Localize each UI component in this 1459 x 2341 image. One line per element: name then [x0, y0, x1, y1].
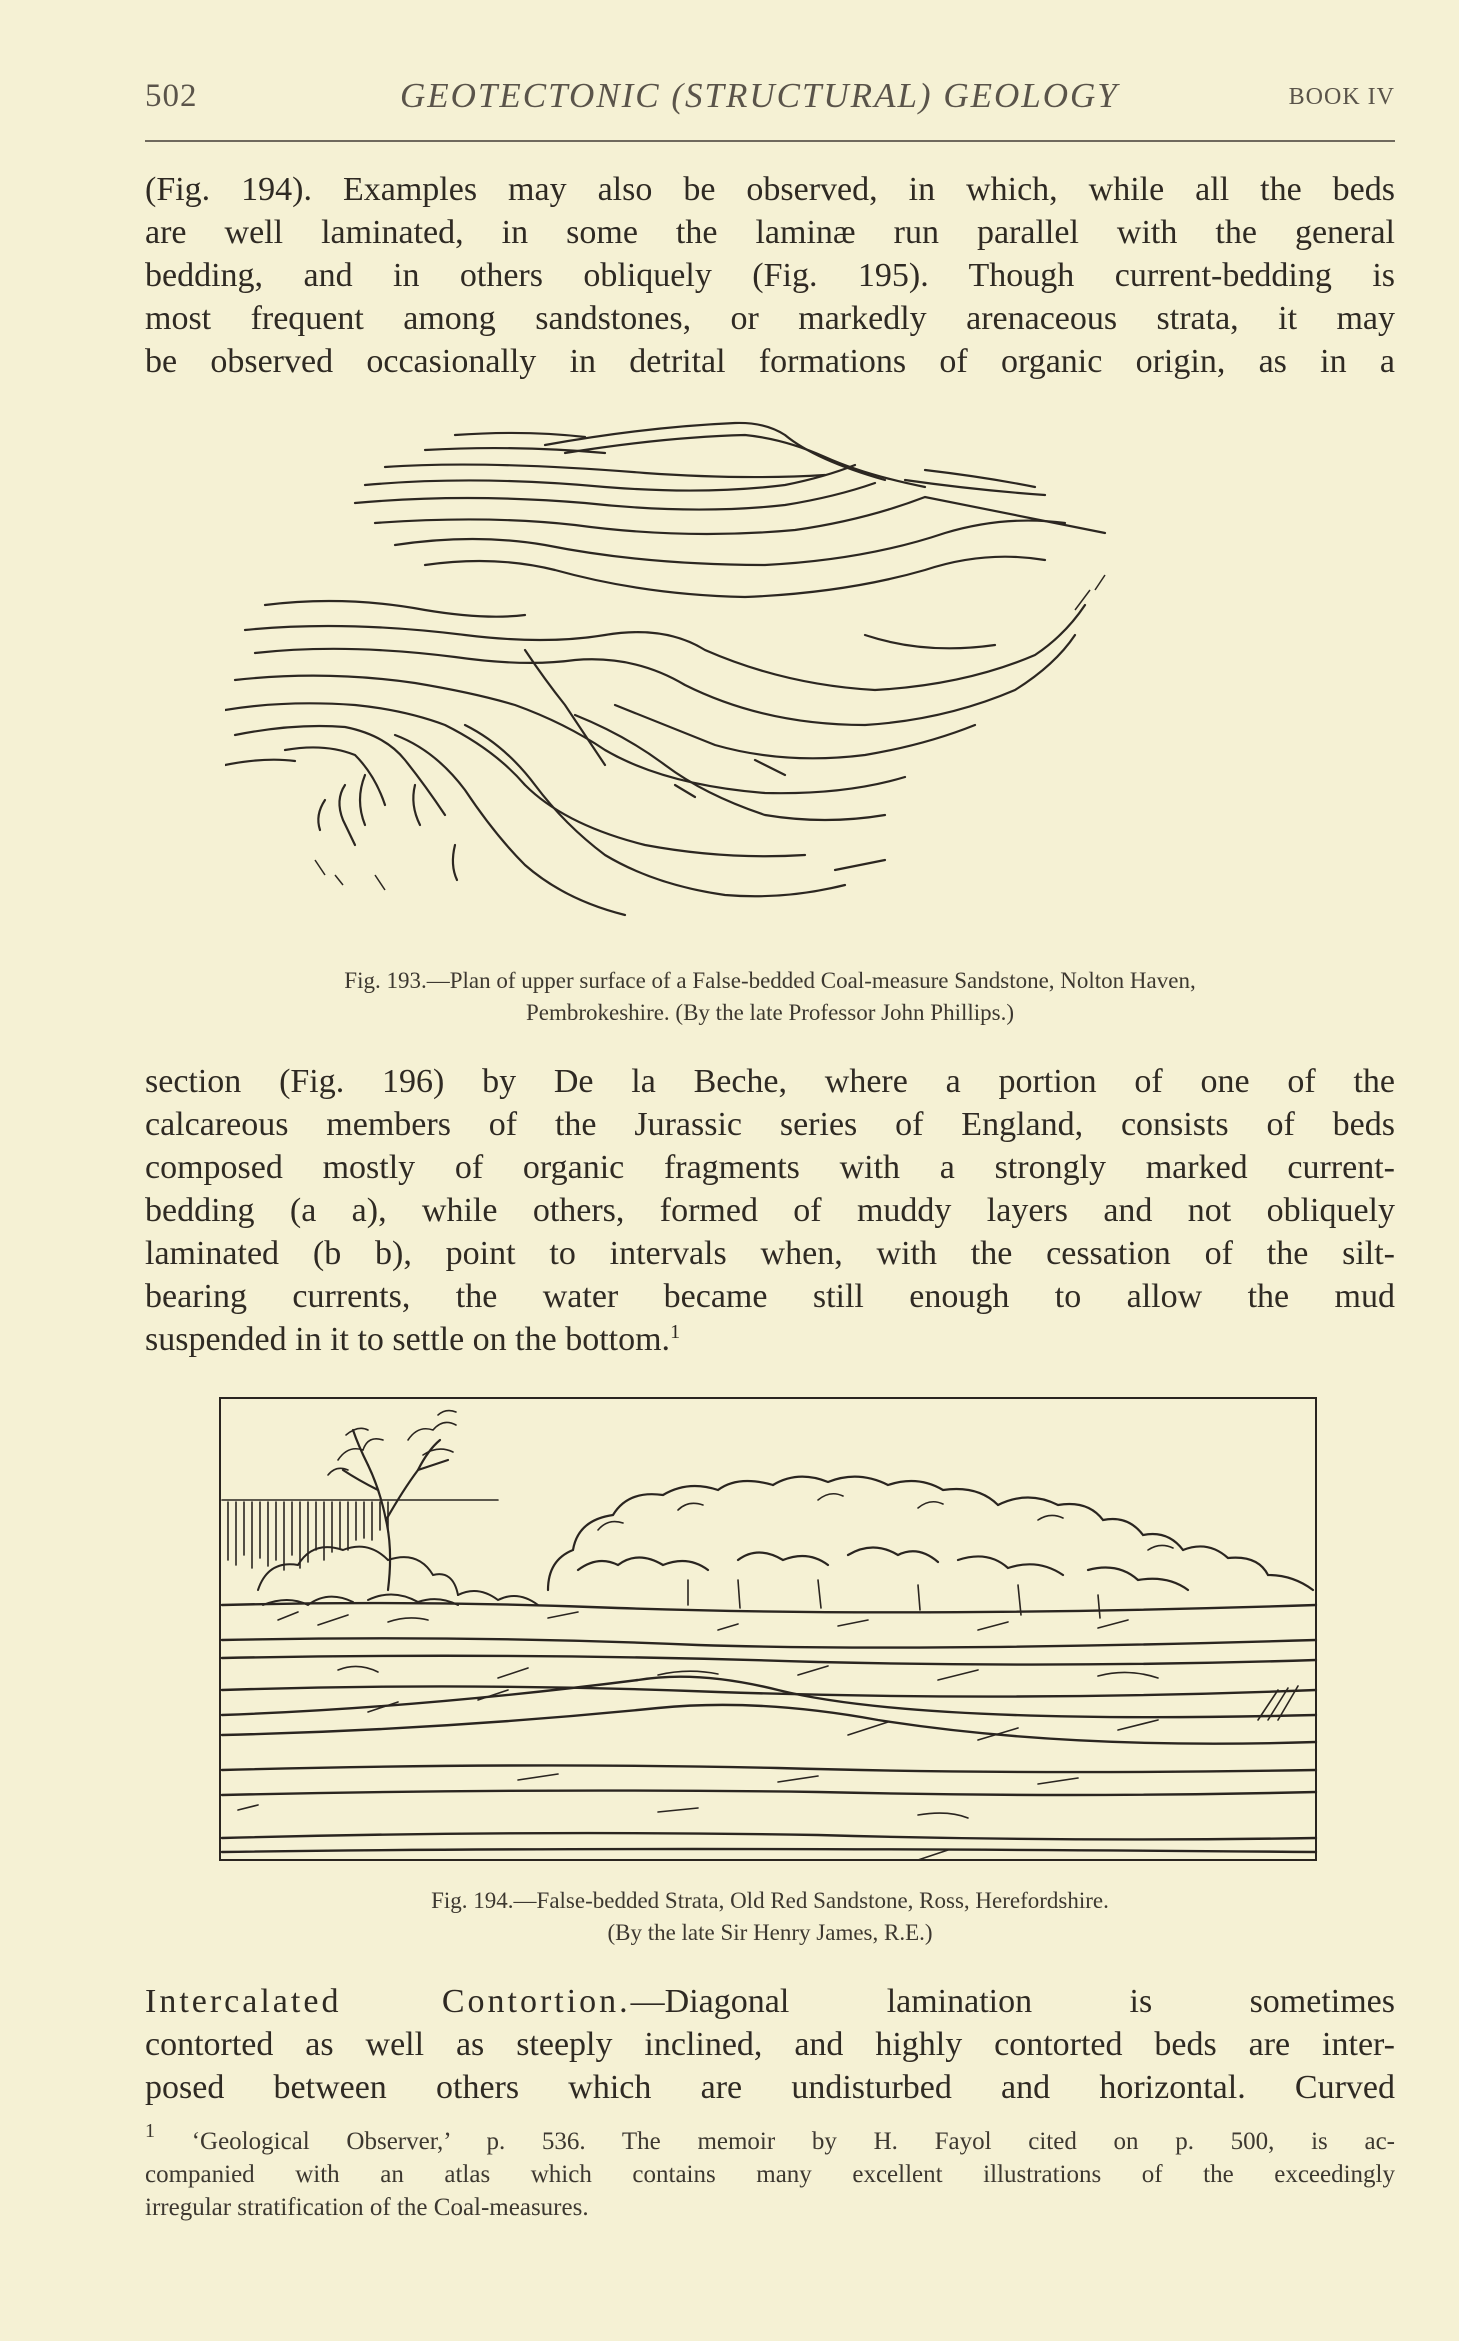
text-line [145, 1980, 1395, 2023]
figure-193-caption [145, 965, 1395, 1029]
text-line: be observed occasionally in detrital formations of organic origin, as in a [145, 343, 1395, 380]
footnote-line: irregular stratification of the Coal-measures. [145, 2194, 589, 2221]
footnote-mark: 1 [145, 2120, 155, 2142]
paragraph-2 [145, 1060, 1395, 1361]
text-fragment: —Diagonal lamination is sometimes [630, 1983, 1395, 2020]
text-fragment: suspended in it to settle on the bottom. [145, 1321, 671, 1358]
text-line: contorted as well as steeply inclined, and highly contorted beds are inter- [145, 2026, 1395, 2063]
running-head [145, 72, 1395, 122]
text-line: laminated (b b), point to intervals when, with the cessation of the silt- [145, 1235, 1395, 1272]
caption-line: Pembrokeshire. (By the late Professor John Phillips.) [525, 1000, 1015, 1025]
figure-194-caption [145, 1885, 1395, 1949]
text-line [145, 1318, 1395, 1361]
text-fragment: ‘Geological Observer,’ p. 536. The memoir by H. Fayol cited on p. 500, is ac- [191, 2128, 1395, 2155]
footnote-reference: 1 [670, 1321, 681, 1343]
caption-line: (By the late Sir Henry James, R.E.) [607, 1920, 933, 1945]
figure-194-false-bedded-strata [218, 1390, 1318, 1865]
text-line: most frequent among sandstones, or markedly arenaceous strata, it may [145, 300, 1395, 337]
text-line: calcareous members of the Jurassic series of England, consists of beds [145, 1106, 1395, 1143]
book-label: BOOK IV [1288, 84, 1395, 110]
text-line: bedding, and in others obliquely (Fig. 195). Though current-bedding is [145, 257, 1395, 294]
footnote-line: companied with an atlas which contains many excellent illustrations of the exceedingly [145, 2161, 1395, 2188]
page-number: 502 [145, 78, 198, 114]
figure-193-false-bedding-plan [225, 405, 1325, 945]
paragraph-1 [145, 168, 1395, 383]
footnote-line [145, 2120, 1395, 2158]
text-line: are well laminated, in some the laminæ run parallel with the general [145, 214, 1395, 251]
running-title: GEOTECTONIC (STRUCTURAL) GEOLOGY [400, 76, 1119, 115]
text-line: section (Fig. 196) by De la Beche, where a portion of one of the [145, 1063, 1395, 1100]
text-line: posed between others which are undisturbed and horizontal. Curved [145, 2069, 1395, 2106]
caption-line: Fig. 194.—False-bedded Strata, Old Red Sandstone, Ross, Herefordshire. [431, 1888, 1109, 1913]
text-line: composed mostly of organic fragments with a strongly marked current- [145, 1149, 1395, 1186]
section-heading: Intercalated Contortion. [145, 1983, 631, 2020]
text-line: (Fig. 194). Examples may also be observed, in which, while all the beds [145, 171, 1395, 208]
text-line: bearing currents, the water became still enough to allow the mud [145, 1278, 1395, 1315]
paragraph-3 [145, 1980, 1395, 2109]
header-rule [145, 140, 1395, 142]
footnote [145, 2120, 1395, 2224]
text-line: bedding (a a), while others, formed of muddy layers and not obliquely [145, 1192, 1395, 1229]
caption-line: Fig. 193.—Plan of upper surface of a False-bedded Coal-measure Sandstone, Nolton Haven, [344, 968, 1196, 993]
